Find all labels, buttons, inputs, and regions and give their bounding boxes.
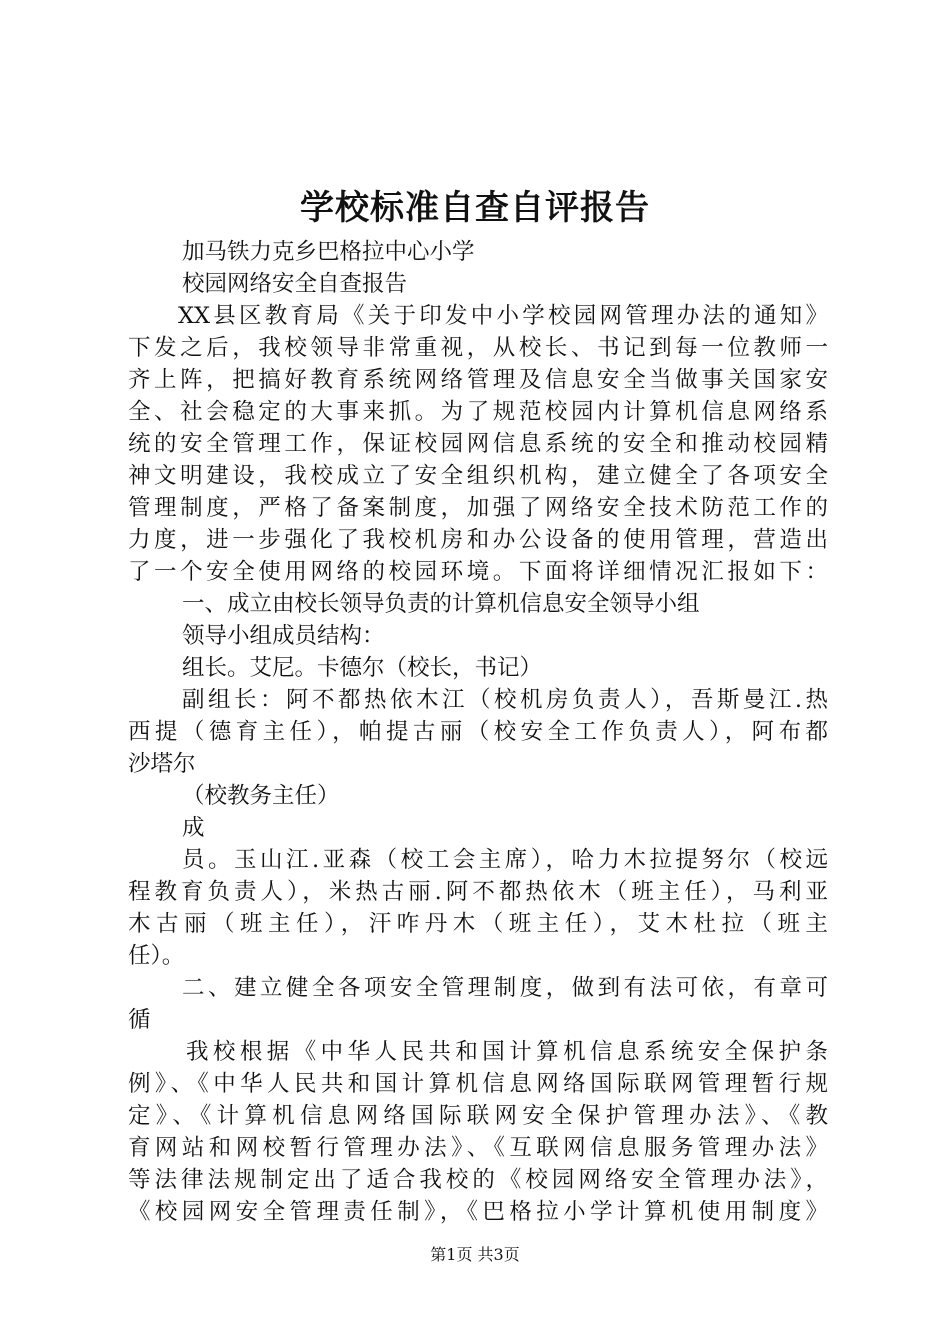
- text-line: 神文明建设，我校成立了安全组织机构，建立健全了各项安全: [128, 463, 828, 489]
- text-line: 我校根据《中华人民共和国计算机信息系统安全保护条: [186, 1039, 828, 1065]
- document-title: 学校标准自查自评报告: [300, 188, 650, 228]
- text-line: 领导小组成员结构：: [182, 623, 385, 649]
- text-line: 统的安全管理工作，保证校园网信息系统的安全和推动校园精: [128, 431, 828, 457]
- text-line: 例》、《中华人民共和国计算机信息网络国际联网管理暂行规: [128, 1071, 828, 1097]
- text-line: 齐上阵，把搞好教育系统网络管理及信息安全当做事关国家安: [128, 367, 828, 393]
- text-line: （校教务主任）: [182, 783, 340, 809]
- text-line: 管理制度，严格了备案制度，加强了网络安全技术防范工作的: [128, 495, 828, 521]
- text-line: 木古丽（班主任），汗咋丹木（班主任），艾木杜拉（班主: [128, 911, 828, 937]
- text-line: XX县区教育局《关于印发中小学校园网管理办法的通知》: [178, 303, 828, 329]
- text-line: 《校园网安全管理责任制》，《巴格拉小学计算机使用制度》: [128, 1199, 828, 1225]
- text-line: 下发之后，我校领导非常重视，从校长、书记到每一位教师一: [128, 335, 828, 361]
- text-line: 定》、《计算机信息网络国际联网安全保护管理办法》、《教: [128, 1103, 828, 1129]
- text-line: 育网站和网校暂行管理办法》、《互联网信息服务管理办法》: [128, 1135, 828, 1161]
- text-line: 循: [128, 1007, 151, 1033]
- text-line: 力度，进一步强化了我校机房和办公设备的使用管理，营造出: [128, 527, 828, 553]
- text-line: 校园网络安全自查报告: [182, 271, 408, 297]
- text-line: 成: [182, 815, 205, 841]
- text-line: 员。玉山江.亚森（校工会主席），哈力木拉提努尔（校远: [182, 847, 828, 873]
- text-line: 任）。: [128, 943, 185, 969]
- text-line: 沙塔尔: [128, 751, 196, 777]
- text-line: 组长。艾尼。卡德尔（校长，书记）: [182, 655, 543, 681]
- text-line: 西提（德育主任），帕提古丽（校安全工作负责人），阿布都: [128, 719, 828, 745]
- text-line: 等法律法规制定出了适合我校的《校园网络安全管理办法》，: [128, 1167, 828, 1193]
- text-line: 一、成立由校长领导负责的计算机信息安全领导小组: [182, 591, 700, 617]
- page-footer: 第1页 共3页: [430, 1245, 520, 1264]
- text-line: 全、社会稳定的大事来抓。为了规范校园内计算机信息网络系: [128, 399, 828, 425]
- text-line: 二、建立健全各项安全管理制度，做到有法可依，有章可: [182, 975, 828, 1001]
- text-line: 副组长：阿不都热依木江（校机房负责人），吾斯曼江.热: [182, 687, 828, 713]
- document-body: [128, 236, 828, 1228]
- text-line: 程教育负责人），米热古丽.阿不都热依木（班主任），马利亚: [128, 879, 828, 905]
- text-line: 加马铁力克乡巴格拉中心小学: [182, 239, 475, 265]
- text-line: 了一个安全使用网络的校园环境。下面将详细情况汇报如下：: [128, 559, 828, 585]
